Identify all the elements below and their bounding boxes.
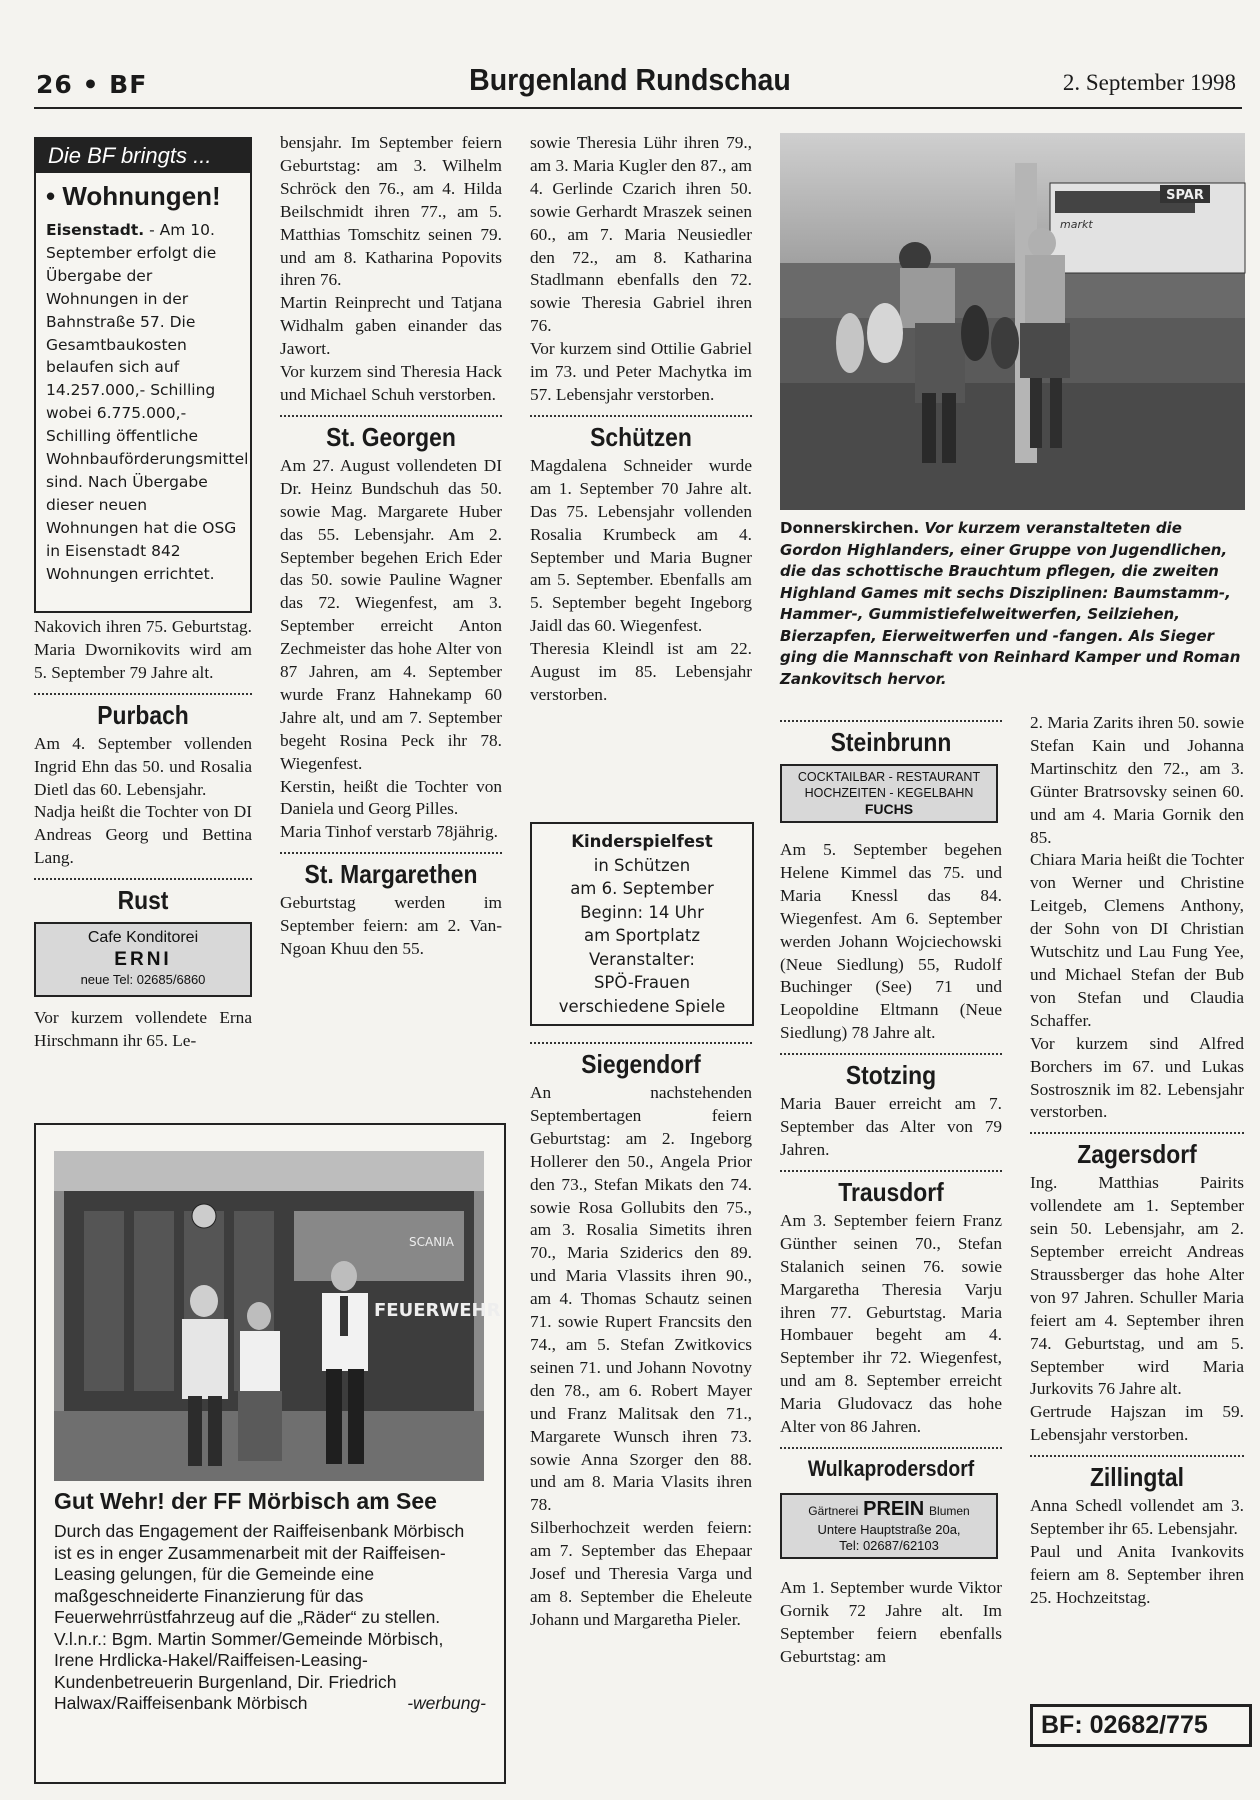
- article-text: Magdalena Schneider wurde am 1. September 70 Jahre alt. Das 75. Lebensjahr vollenden Rosalia Krumbeck am 4. September und Maria Bugner am 5. September. Ebenfalls am 5. September begeht Ingeborg Jaidl das 60. Wiegenfest.: [530, 455, 752, 636]
- ad-brand: ERNI: [114, 949, 172, 971]
- divider: [34, 693, 252, 695]
- kinder-line: Veranstalter:: [589, 949, 695, 969]
- ad-address: Untere Hauptstraße 20a,: [817, 1521, 961, 1537]
- column-4: [780, 712, 1002, 1669]
- bf-box-heading: • Wohnungen!: [46, 181, 221, 211]
- werbung-label: -werbung-: [407, 1693, 486, 1713]
- article-text: Vor kurzem sind Theresia Hack und Michael Schuh verstorben.: [280, 362, 502, 404]
- column-1: [34, 616, 252, 1053]
- ad-brand: FUCHS: [864, 801, 914, 817]
- section-heading-st-margarethen: St. Margarethen: [304, 859, 478, 890]
- caption-text: Vor kurzem veranstalteten die Gordon Highlanders, einer Gruppe von Jugendlichen, die das schottische Brauchtum pflegen, die zweiten Highland Games mit sechs Disziplinen: Baumstamm-, Hammer-, Gummistiefelweitwerfen, Seilziehen, Bierzapfen, Eierweitwerfen und -fangen. Als Sieger ging die Mannschaft von Reinhard Kamper und Roman Zankovitsch hervor.: [780, 519, 1241, 688]
- highland-games-photo: [780, 133, 1245, 510]
- article-text: Silberhochzeit werden feiern: am 7. September das Ehepaar Josef und Theresia Varga und am 8. September die Eheleute Johann und Margaretha Pieler.: [530, 1518, 752, 1629]
- kinder-line: Beginn: 14 Uhr: [580, 902, 704, 922]
- section-heading-siegendorf: Siegendorf: [581, 1049, 701, 1079]
- section-heading-wulkaprodersdorf: Wulkaprodersdorf: [807, 1455, 975, 1481]
- divider: [780, 1170, 1002, 1172]
- divider: [1030, 1455, 1244, 1457]
- kinder-line: SPÖ-Frauen: [593, 973, 691, 992]
- article-text: Vor kurzem sind Ottilie Gabriel im 73. und Peter Machytka im 57. Lebensjahr verstorben.: [530, 339, 752, 404]
- ad-line: Cafe Konditorei: [87, 929, 199, 947]
- article-text: Theresia Kleindl ist am 22. August im 85. Lebensjahr verstorben.: [530, 639, 752, 704]
- article-text: Am 5. September begehen Helene Kimmel das 75. und Maria Knessl das 84. Wiegenfest. Am 6. September werden Johann Wojciechowski (Neue Siedlung) 55, Rudolf Buchinger (See) 71 und Leopoldine Eltmann (Neue Siedlung) 78 Jahre alt.: [780, 840, 1002, 1043]
- gut-wehr-title: Gut Wehr! der FF Mörbisch am See: [54, 1488, 437, 1514]
- page-number: 26 • BF: [36, 70, 148, 99]
- section-heading-stotzing: Stotzing: [845, 1060, 937, 1091]
- article-text: Nakovich ihren 75. Geburtstag. Maria Dwornikovits wird am 5. September 79 Jahre alt.: [34, 617, 252, 682]
- column-3-lower: [530, 1034, 752, 1632]
- column-2: [280, 132, 502, 961]
- divider: [780, 720, 1002, 722]
- section-heading-zagersdorf: Zagersdorf: [1077, 1139, 1197, 1170]
- kinder-line: am Sportplatz: [583, 926, 701, 945]
- section-heading-trausdorf: Trausdorf: [838, 1176, 944, 1207]
- divider: [280, 852, 502, 854]
- article-text: bensjahr. Im September feiern Geburtstag: am 3. Wilhelm Schröck den 76., am 4. Hilda Beilschmidt ihren 77., am 5. Matthias Tomschitz seinen 79. und am 8. Katharina Popovits ihren 76.: [280, 133, 502, 290]
- article-text: Maria Tinhof verstarb 78jährig.: [280, 822, 498, 842]
- divider: [34, 878, 252, 880]
- divider: [530, 1042, 752, 1044]
- divider: [780, 1447, 1002, 1449]
- article-text: Am 27. August vollendeten DI Dr. Heinz Bundschuh das 50. sowie Mag. Margarete Huber das 55. Lebensjahr. Am 2. September begehen Erich Eder das 50. sowie Pauline Wagner das 72. Wiegenfest, am 3. September erreicht Anton Zechmeister das hohe Alter von 87 Jahren, am 4. September wurde Franz Hahnekamp 60 Jahre alt, und am 7. September begeht Rosina Peck ihr 78. Wiegenfest.: [280, 455, 502, 773]
- header-rule: [34, 107, 1242, 109]
- column-5: [1030, 712, 1244, 1610]
- issue-date: 2. September 1998: [1062, 70, 1236, 95]
- truck-scene: [54, 1151, 501, 1481]
- caption-place: Donnerskirchen.: [780, 519, 920, 537]
- newspaper-title: Burgenland Rundschau: [469, 62, 791, 97]
- article-text: Am 4. September vollenden Ingrid Ehn das 50. und Rosalia Dietl das 60. Lebensjahr.: [34, 733, 252, 799]
- ad-cafe-erni: [34, 922, 252, 997]
- article-text: Nadja heißt die Tochter von DI Andreas Georg und Bettina Lang.: [34, 802, 252, 868]
- article-text: sowie Theresia Lühr ihren 79., am 3. Maria Kugler den 87., am 4. Gerlinde Czarich ihren 50. sowie Gerhardt Mraszek seinen 60., am 7. Maria Neusiedler den 72., am 8. Katharina Stadlmann ebenfalls den 72. sowie Theresia Gabriel ihren 76.: [530, 133, 752, 336]
- kinder-line: verschiedene Spiele: [558, 996, 726, 1016]
- gut-wehr-text: Durch das Engagement der Raiffeisenbank Mörbisch ist es in enger Zusammenarbeit mit der Raiffeisen-Leasing gelungen, für die Gemeinde eine maßgeschneiderte Finanzierung für das Feuerwehrrüstfahrzeug auf die „Räder“ zu stellen.: [54, 1521, 465, 1627]
- article-text: Vor kurzem vollendete Erna Hirschmann ihr 65. Le-: [34, 1007, 252, 1050]
- gut-wehr-box: [34, 1123, 506, 1784]
- ad-line: Gärtnerei: [808, 1503, 859, 1518]
- article-text: Am 3. September feiern Franz Günther seinen 70., Stefan Stalanich seinen 76. sowie Margaretha Theresia Varju ihren 77. Geburtstag. Maria Hombauer begeht am 4. September ihr 72. Wiegenfest, und am 8. September erreicht Maria Gludovacz das hohe Alter von 86 Jahren.: [780, 1210, 1002, 1437]
- bf-phone-box: BF: 02682/775: [1030, 1704, 1252, 1747]
- kinder-line: am 6. September: [570, 879, 714, 898]
- ad-line: Blumen: [929, 1503, 970, 1518]
- article-text: Ing. Matthias Pairits vollendete am 1. September sein 50. Lebensjahr, am 2. September erreicht Andreas Straussberger das hohe Alter von 97 Jahren. Schuller Maria feiert am 4. September ihren 74. Geburtstag, und am 5. September wird Maria Jurkovits 76 Jahre alt.: [1030, 1173, 1244, 1399]
- section-heading-st-georgen: St. Georgen: [326, 421, 456, 452]
- article-text: Anna Schedl vollendet am 3. September ihr 65. Lebensjahr.: [1030, 1496, 1244, 1539]
- photo-caption: [780, 518, 1246, 690]
- article-text: 2. Maria Zarits ihren 50. sowie Stefan Kain und Johanna Martinschitz den 72., am 3. Günter Bratrsovsky seinen 60. und am 4. Maria Gornik den 85.: [1030, 713, 1244, 847]
- article-text: Kerstin, heißt die Tochter von Daniela und Georg Pilles.: [280, 776, 502, 819]
- article-text: Geburtstag werden im September feiern: am 2. Van-Ngoan Khuu den 55.: [280, 893, 502, 959]
- article-text: Martin Reinprecht und Tatjana Widhalm gaben einander das Jawort.: [280, 293, 502, 359]
- section-heading-schuetzen: Schützen: [590, 421, 692, 452]
- kinder-line: in Schützen: [593, 855, 691, 875]
- article-text: Chiara Maria heißt die Tochter von Werner und Christine Leitgeb, Clemens Anthony, der Sohn von DI Christian Wutschitz und Lau Fung Yee, und Michael Stefan der Bub von Stefan und Claudia Schaffer.: [1030, 850, 1244, 1030]
- kinderspielfest-box: [530, 822, 754, 1026]
- fire-truck-photo: [54, 1151, 501, 1481]
- article-text: An nachstehenden Septembertagen feiern Geburtstag: am 2. Ingeborg Hollerer den 50., Angela Prior den 73., Stefan Mikats den 74. sowie Rosa Gollubits den 75., am 3. Rosalia Simetits ihren 70., Maria Sziderics den 89. und Maria Vlassits ihren 90., am 4. Thomas Schautz seinen 71. sowie Rupert Francsits den 74., am 5. Stefan Zwitkovics seinen 71. und Johann Novotny den 78., am 6. Robert Mayer und Franz Malitsak den 71., Margarete Wunsch ihren 73. sowie Anna Szorger den 88. und am 8. Maria Vlasits ihren 78.: [530, 1083, 752, 1515]
- ad-fuchs: [780, 764, 998, 823]
- gut-wehr-names: V.l.n.r.: Bgm. Martin Sommer/Gemeinde Mörbisch, Irene Hrdlicka-Hakel/Raiffeisen-Leasing-Kundenbetreuerin Burgenland, Dir. Friedrich Halwax/Raiffeisenbank Mörbisch: [54, 1628, 444, 1713]
- divider: [530, 415, 752, 417]
- ad-brand: PREIN: [863, 1497, 925, 1520]
- bf-box-place: Eisenstadt.: [46, 221, 145, 239]
- markt-sign: markt: [1060, 218, 1093, 231]
- column-3: [530, 132, 752, 707]
- kinder-title: Kinderspielfest: [571, 832, 713, 851]
- article-text: Am 1. September wurde Viktor Gornik 72 Jahre alt. Im September feiern ebenfalls Geburtstag: am: [780, 1577, 1002, 1666]
- section-heading-rust: Rust: [117, 885, 169, 916]
- bf-box-title: Die BF bringts ...: [36, 139, 250, 173]
- divider: [280, 415, 502, 417]
- bf-box-text: - Am 10. September erfolgt die Übergabe der Wohnungen in der Bahnstraße 57. Die Gesamtbaukosten belaufen sich auf 14.257.000,- Schilling wobei 6.775.000,- Schilling öffentliche Wohnbauförderungsmittel sind. Nach Übergabe dieser neuen Wohnungen hat die OSG in Eisenstadt 842 Wohnungen errichtet.: [46, 221, 249, 583]
- spar-sign: SPAR: [1166, 188, 1204, 203]
- ad-line: HOCHZEITEN - KEGELBAHN: [804, 786, 974, 800]
- article-text: Vor kurzem sind Alfred Borchers im 67. und Lukas Sostrosznik im 82. Lebensjahr verstorben.: [1030, 1033, 1244, 1122]
- section-heading-purbach: Purbach: [97, 699, 189, 730]
- ad-phone: Tel: 02687/62103: [839, 1537, 939, 1553]
- ad-phone: neue Tel: 02685/6860: [80, 972, 206, 988]
- ad-prein: [780, 1493, 998, 1559]
- divider: [780, 1053, 1002, 1055]
- article-text: Maria Bauer erreicht am 7. September das Alter von 79 Jahren.: [780, 1094, 1002, 1159]
- truck-scania-text: SCANIA: [409, 1235, 454, 1249]
- photo-scene: [780, 133, 1245, 510]
- divider: [1030, 1132, 1244, 1134]
- truck-side-text: FEUERWEHR: [374, 1300, 501, 1321]
- section-heading-zillingtal: Zillingtal: [1089, 1462, 1185, 1493]
- ad-line: COCKTAILBAR - RESTAURANT: [797, 770, 981, 784]
- article-text: Gertrude Hajszan im 59. Lebensjahr verstorben.: [1030, 1402, 1244, 1445]
- bf-bringts-box: [34, 137, 252, 613]
- section-heading-steinbrunn: Steinbrunn: [830, 727, 952, 757]
- article-text: Paul und Anita Ivankovits feiern am 8. September ihren 25. Hochzeitstag.: [1030, 1542, 1244, 1607]
